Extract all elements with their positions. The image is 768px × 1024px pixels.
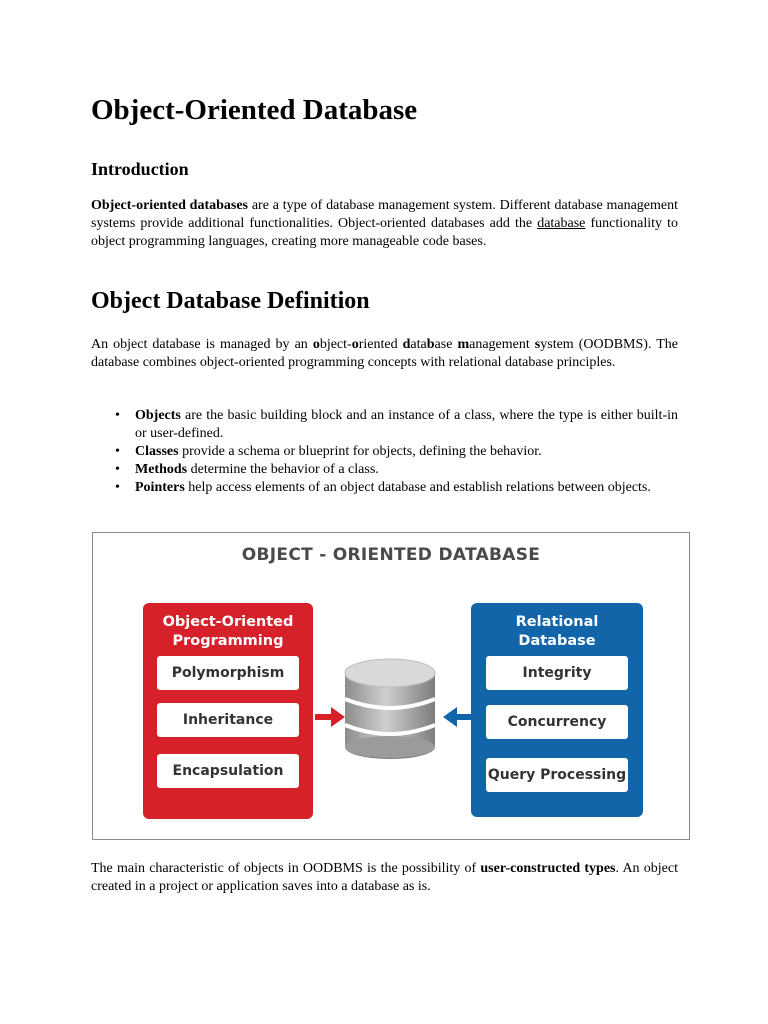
def-text: anagement — [469, 337, 535, 352]
database-cylinder-icon — [343, 655, 437, 759]
database-link[interactable]: database — [537, 216, 586, 231]
bullet-text: help access elements of an object database and establish relations between objects. — [184, 480, 651, 495]
def-bold-letter: o — [312, 337, 320, 352]
relational-panel-title — [471, 613, 643, 651]
oop-item-polymorphism: Polymorphism — [157, 656, 299, 690]
def-text: riented — [358, 337, 403, 352]
oop-item-encapsulation: Encapsulation — [157, 754, 299, 788]
intro-lead-bold: Object-oriented databases — [91, 198, 249, 213]
closing-text-2: . An object created in a project or application saves into a database as is. — [91, 861, 678, 894]
relational-panel — [471, 603, 643, 817]
intro-text-2: functionality to object programming languages, creating more manageable code bases. — [91, 216, 678, 249]
relational-title-line1: Relational — [515, 614, 599, 630]
closing-text-1: The main characteristic of objects in OODBMS is the possibility of — [91, 861, 481, 876]
def-text: bject- — [319, 337, 352, 352]
intro-heading: Introduction — [91, 159, 189, 179]
def-text: ase — [434, 337, 458, 352]
def-bold-letter: d — [402, 337, 411, 352]
bullet-term: Pointers — [135, 480, 185, 495]
relational-item-concurrency: Concurrency — [486, 705, 628, 739]
arrow-left-icon — [443, 707, 473, 727]
relational-item-query-processing: Query Processing — [486, 758, 628, 792]
intro-paragraph — [91, 197, 678, 251]
def-bold-letter: s — [534, 337, 541, 352]
def-bold-letter: m — [457, 337, 470, 352]
figure-title: OBJECT - ORIENTED DATABASE — [241, 545, 541, 565]
oop-item-inheritance: Inheritance — [157, 703, 299, 737]
def-text: ystem (OODBMS). The database combines object-oriented programming concepts with relational database principles. — [91, 337, 678, 370]
def-text: An object database is managed by an — [91, 337, 313, 352]
bullet-text: determine the behavior of a class. — [187, 462, 379, 477]
relational-title-line2: Database — [518, 633, 596, 649]
bullet-text: provide a schema or blueprint for objects, defining the behavior. — [178, 444, 542, 459]
def-bold-letter: b — [426, 337, 435, 352]
bullet-term: Methods — [135, 462, 188, 477]
relational-item-integrity: Integrity — [486, 656, 628, 690]
list-item — [91, 461, 678, 479]
list-item — [91, 443, 678, 461]
def-bold-letter: o — [351, 337, 359, 352]
definition-heading: Object Database Definition — [91, 288, 370, 314]
concept-bullet-list — [91, 407, 678, 497]
document-title: Object-Oriented Database — [91, 94, 418, 126]
definition-paragraph — [91, 336, 678, 372]
def-text: ata — [410, 337, 427, 352]
oodb-diagram-figure — [92, 532, 690, 840]
oop-panel — [143, 603, 313, 819]
list-item — [91, 479, 678, 497]
bullet-term: Objects — [135, 408, 181, 423]
oop-title-line1: Object-Oriented — [162, 614, 294, 630]
list-item — [91, 407, 678, 443]
bullet-text: are the basic building block and an instance of a class, where the type is either built-in or user-defined. — [135, 408, 678, 441]
closing-bold: user-constructed types — [480, 861, 616, 876]
bullet-term: Classes — [135, 444, 179, 459]
oop-title-line2: Programming — [172, 633, 284, 649]
intro-text-1: are a type of database management system. Different database management systems provide additional functionalities. Object-oriented databases add the — [91, 198, 679, 231]
oop-panel-title — [143, 613, 313, 651]
arrow-right-icon — [315, 707, 345, 727]
closing-paragraph — [91, 860, 678, 896]
